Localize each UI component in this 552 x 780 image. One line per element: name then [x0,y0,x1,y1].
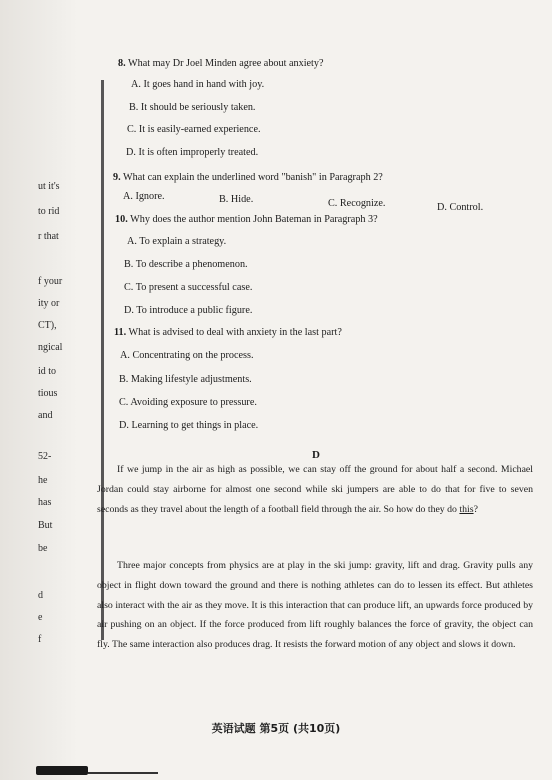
question-number: 8. [118,58,126,69]
question-text: What can explain the underlined word "banish" in Paragraph 2? [123,172,383,183]
option: B. Making lifestyle adjustments. [119,374,252,385]
gutter-fragment: e [38,612,43,623]
scan-smudge [36,766,88,775]
option: C. It is easily-earned experience. [127,124,261,135]
question-10 [115,214,378,225]
gutter-fragment: ngical [38,342,63,353]
option: A. Ignore. [123,191,165,202]
option: D. It is often improperly treated. [126,147,259,158]
option: A. To explain a strategy. [127,236,227,247]
gutter-fragment: tious [38,388,58,399]
option: B. To describe a phenomenon. [124,259,248,270]
question-number: 9. [113,172,121,183]
option: B. It should be seriously taken. [129,102,256,113]
option: C. Recognize. [328,198,386,209]
gutter-fragment: f your [38,276,63,287]
left-gutter-fragments [0,0,78,780]
gutter-fragment: has [38,497,52,508]
option: A. It goes hand in hand with joy. [131,79,265,90]
question-text: What is advised to deal with anxiety in the last part? [128,327,342,338]
gutter-fragment: and [38,410,53,421]
option: D. Learning to get things in place. [119,420,259,431]
question-11 [114,327,342,338]
gutter-fragment: 52- [38,451,52,462]
passage-paragraph-1 [97,460,533,519]
gutter-fragment: f [38,634,42,645]
question-8 [118,58,324,69]
question-9 [113,172,383,183]
question-number: 10. [115,214,128,225]
passage-paragraph-2: Three major concepts from physics are at play in the ski jump: gravity, lift and drag. Gravity pulls any object in flight down toward the ground and there is nothing athletes can do to lessen its effect. But athletes also interact with the air as they move. It is this interaction that can produce lift, an upwards force produced by air pushing on an object. If the force produced from lift roughly balances the force of gravity, the object can fly. The same interaction also produces drag. It resists the forward motion of any object and slows it down. [97,560,533,651]
gutter-fragment: he [38,475,48,486]
gutter-fragment: to rid [38,206,60,217]
gutter-fragment: ut it's [38,181,60,192]
gutter-fragment: id to [38,366,57,377]
scan-mark-line [88,772,158,774]
paragraph-text: If we jump in the air as high as possible, we can stay off the ground for about half a second. Michael Jordan could stay airborne for almost one second while ski jumpers are able to do that for five to seven seconds as they travel about the length of a football field through the air. So how do they do [97,464,533,515]
gutter-fragment: CT), [38,320,57,331]
question-number: 11. [114,327,127,338]
gutter-fragment: But [38,520,53,531]
question-text: What may Dr Joel Minden agree about anxiety? [128,58,324,69]
option: C. Avoiding exposure to pressure. [119,397,257,408]
gutter-fragment: d [38,590,43,601]
question-text: Why does the author mention John Bateman in Paragraph 3? [130,214,378,225]
option: D. To introduce a public figure. [124,305,253,316]
gutter-fragment: be [38,543,48,554]
underlined-word: this [459,503,474,515]
option: A. Concentrating on the process. [120,350,254,361]
option: B. Hide. [219,194,254,205]
gutter-fragment: r that [38,231,59,242]
page-footer: 英语试题 第5页 (共10页) [211,722,341,735]
option: C. To present a successful case. [124,282,253,293]
section-heading: D [312,449,320,461]
option: D. Control. [437,202,484,213]
paragraph-text: ? [473,503,478,515]
gutter-fragment: ity or [38,298,60,309]
